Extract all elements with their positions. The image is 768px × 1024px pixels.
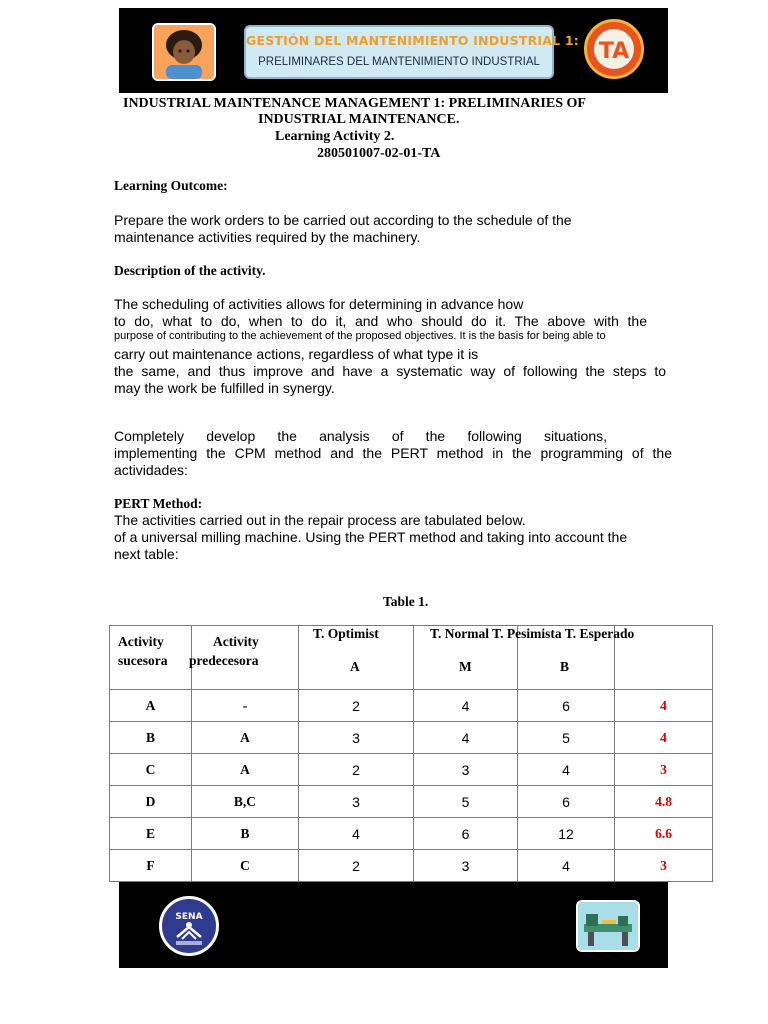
header-cell-optimist [299, 626, 414, 690]
doc-title-line2: INDUSTRIAL MAINTENANCE. [258, 112, 460, 127]
pert-table [109, 625, 713, 882]
cell-normal: 6 [414, 818, 518, 850]
cell-optimist: 4 [299, 818, 414, 850]
cell-optimist: 2 [299, 754, 414, 786]
table-row [110, 722, 713, 754]
cell-expected: 4 [615, 722, 713, 754]
table-row [110, 818, 713, 850]
table-row [110, 786, 713, 818]
cell-optimist: 2 [299, 690, 414, 722]
learning-outcome-line2: maintenance activities required by the machinery. [114, 229, 421, 245]
header-cell-pessimist [518, 626, 615, 690]
doc-activity: Learning Activity 2. [275, 129, 395, 144]
cell-normal: 4 [414, 722, 518, 754]
table-row [110, 850, 713, 882]
table-row [110, 754, 713, 786]
banner-title-box [244, 25, 579, 79]
cell-expected: 3 [615, 754, 713, 786]
header-cell-activity [110, 626, 192, 690]
header-cell-expected [615, 626, 713, 690]
cell-normal: 5 [414, 786, 518, 818]
header-cell-predecessor [189, 626, 299, 690]
cell-optimist: 3 [299, 722, 414, 754]
header-predecesora-label: predecesora [189, 653, 259, 668]
pert-line1: The activities carried out in the repair process are tabulated below. [114, 512, 526, 528]
banner-subtitle: PRELIMINARES DEL MANTENIMIENTO INDUSTRIAL [258, 56, 540, 68]
pert-line2: of a universal milling machine. Using the PERT method and taking into account the [114, 529, 628, 545]
lathe-machine-icon [576, 900, 640, 952]
cell-optimist: 3 [299, 786, 414, 818]
cell-predecessor: A [192, 722, 299, 754]
cell-pessimist: 4 [518, 754, 615, 786]
instruction-line2: implementing the CPM method and the PERT method in the programming of the [114, 445, 672, 461]
sena-logo-text: SENA [175, 912, 203, 922]
cell-pessimist: 12 [518, 818, 615, 850]
description-line1: The scheduling of activities allows for determining in advance how [114, 296, 524, 312]
cell-activity: C [110, 754, 192, 786]
doc-code: 280501007-02-01-TA [317, 146, 441, 161]
header-activity-label: Activity [118, 634, 164, 649]
footer-banner [119, 882, 668, 968]
cell-normal: 3 [414, 754, 518, 786]
learning-outcome-heading: Learning Outcome: [114, 178, 228, 193]
header-times-label: T. Normal T. Pesimista T. Esperado [430, 626, 635, 641]
cell-normal: 4 [414, 690, 518, 722]
header-sucesora-label: sucesora [118, 653, 168, 668]
ta-logo-text: TA [598, 39, 630, 64]
learning-outcome-line1: Prepare the work orders to be carried out according to the schedule of the [114, 212, 572, 228]
cell-normal: 3 [414, 850, 518, 882]
header-a-label: A [350, 659, 360, 674]
cell-expected: 3 [615, 850, 713, 882]
description-line6: may the work be fulfilled in synergy. [114, 380, 335, 396]
cell-expected: 6.6 [615, 818, 713, 850]
avatar-icon [152, 23, 216, 81]
table-header-row [110, 626, 713, 690]
cell-activity: F [110, 850, 192, 882]
cell-predecessor: B [192, 818, 299, 850]
description-line5: the same, and thus improve and have a systematic way of following the steps to [114, 363, 666, 379]
cell-pessimist: 6 [518, 690, 615, 722]
cell-predecessor: B,C [192, 786, 299, 818]
cell-activity: E [110, 818, 192, 850]
header-cell-normal [414, 626, 635, 690]
cell-activity: D [110, 786, 192, 818]
description-line4: carry out maintenance actions, regardless of what type it is [114, 346, 479, 362]
doc-title-line1: INDUSTRIAL MAINTENANCE MANAGEMENT 1: PRELIMINARIES OF [123, 96, 586, 111]
header-banner [119, 8, 668, 93]
instruction-line1: Completely develop the analysis of the following situations, [114, 428, 607, 444]
table-row [110, 690, 713, 722]
cell-pessimist: 6 [518, 786, 615, 818]
description-line2: to do, what to do, when to do it, and who should do it. The above with the [114, 313, 647, 329]
header-optimist-label: T. Optimist [313, 626, 379, 641]
description-heading: Description of the activity. [114, 263, 266, 278]
cell-pessimist: 4 [518, 850, 615, 882]
ta-logo-icon [584, 19, 644, 79]
cell-predecessor: A [192, 754, 299, 786]
header-b-label: B [560, 659, 570, 674]
cell-activity: A [110, 690, 192, 722]
header-activity2-label: Activity [213, 634, 259, 649]
description-line3: purpose of contributing to the achievement of the proposed objectives. It is the basis for being able to [114, 330, 606, 342]
table-caption: Table 1. [383, 594, 429, 609]
header-m-label: M [459, 659, 472, 674]
cell-expected: 4 [615, 690, 713, 722]
cell-pessimist: 5 [518, 722, 615, 754]
instruction-line3: actividades: [114, 462, 188, 478]
cell-predecessor: C [192, 850, 299, 882]
cell-activity: B [110, 722, 192, 754]
cell-predecessor: - [192, 690, 299, 722]
sena-logo-icon [159, 896, 219, 956]
banner-title: GESTIÓN DEL MANTENIMIENTO INDUSTRIAL 1: [246, 33, 579, 48]
cell-optimist: 2 [299, 850, 414, 882]
cell-expected: 4.8 [615, 786, 713, 818]
pert-heading: PERT Method: [114, 496, 203, 511]
pert-line3: next table: [114, 546, 179, 562]
